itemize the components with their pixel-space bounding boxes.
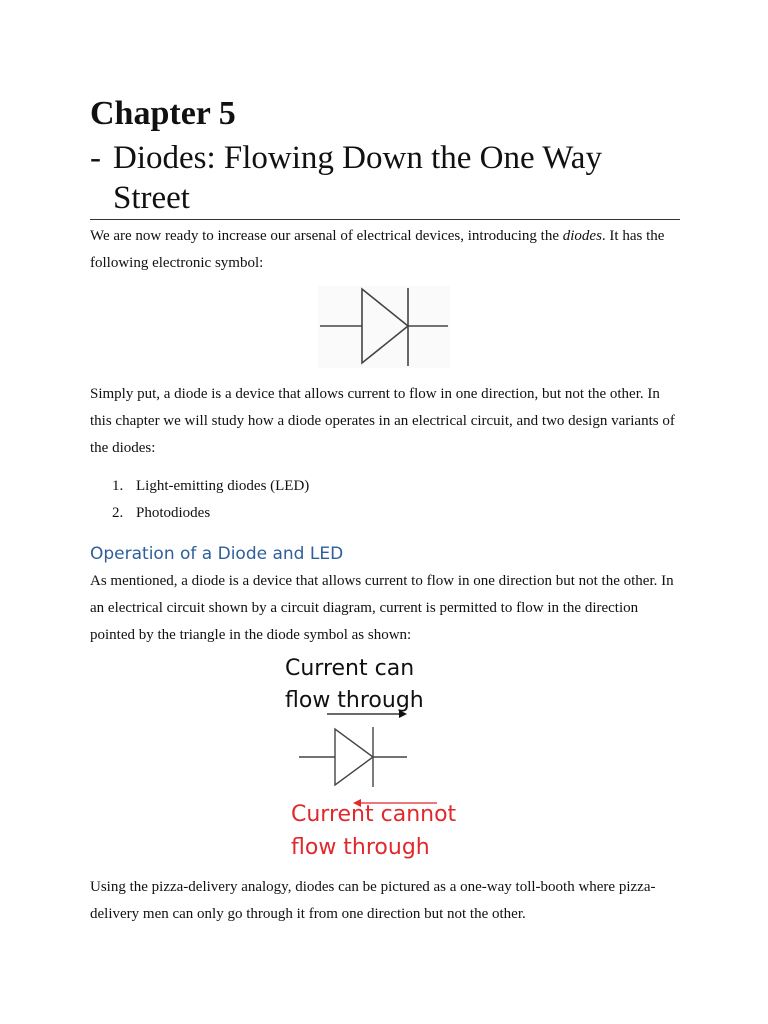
section-paragraph: As mentioned, a diode is a device that allows current to flow in one direction but not the other. In an electrical circuit shown by a circuit diagram, current is permitted to flow in the direction pointed by the triangle in the diode symbol as shown:: [90, 573, 674, 643]
section-heading: Operation of a Diode and LED: [90, 544, 344, 564]
reverse-label-line1: Current cannot: [291, 802, 457, 827]
variant-list: [112, 473, 309, 527]
intro-paragraph: [90, 223, 680, 277]
list-item: [112, 500, 309, 527]
forward-arrowhead-icon: [399, 710, 407, 718]
list-label: Photodiodes: [136, 505, 211, 521]
list-number: 2.: [112, 505, 124, 521]
description-paragraph: Simply put, a diode is a device that allows current to flow in one direction, but not the other. In this chapter we will study how a diode operates in an electrical circuit, and two design variants of the diodes:: [90, 386, 675, 456]
subtitle-text: Diodes: Flowing Down the One Way Street: [113, 140, 602, 216]
list-label: Light-emitting diodes (LED): [136, 478, 310, 494]
forward-label-line1: Current can: [285, 656, 415, 681]
chapter-title: Chapter 5: [90, 95, 236, 132]
intro-text-before: We are now ready to increase our arsenal of electrical devices, introducing the: [90, 228, 563, 244]
analogy-paragraph: Using the pizza-delivery analogy, diodes can be pictured as a one-way toll-booth where pizza-delivery men can only go through it from one direction but not the other.: [90, 879, 656, 922]
current-flow-diagram: [281, 651, 481, 866]
list-item: [112, 473, 309, 500]
diode-triangle-icon: [335, 729, 373, 785]
intro-emphasis: diodes: [562, 228, 602, 244]
subtitle-dash: -: [90, 140, 101, 176]
intro-text-after: . It has the following electronic symbol:: [90, 228, 665, 271]
list-number: 1.: [112, 478, 124, 494]
title-divider: [90, 219, 680, 220]
diode-symbol-icon: [318, 286, 450, 368]
forward-label-line2: flow through: [285, 688, 424, 713]
reverse-label-line2: flow through: [291, 835, 430, 860]
diode-symbol-figure: [318, 286, 450, 368]
